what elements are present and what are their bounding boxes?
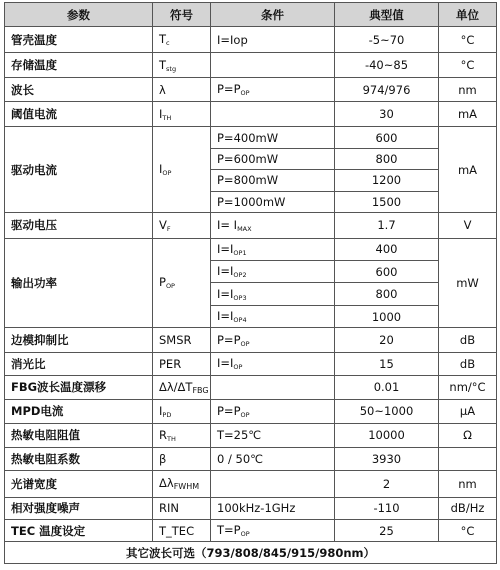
param-label: 光谱宽度 xyxy=(5,471,153,498)
header-unit: 单位 xyxy=(439,3,497,27)
value-cell: 2 xyxy=(335,471,439,498)
symbol-cell: $T_c$ xyxy=(153,27,211,53)
row-storage-temp xyxy=(5,52,497,78)
row-tec xyxy=(5,520,497,542)
row-case-temp xyxy=(5,27,497,53)
param-label: 波长 xyxy=(5,78,153,101)
value-cell: 3930 xyxy=(335,447,439,470)
value-cell: -110 xyxy=(335,497,439,519)
symbol-cell: $V_F$ xyxy=(153,213,211,239)
symbol-cell: $T_{stg}$ xyxy=(153,52,211,78)
row-fbg xyxy=(5,376,497,399)
row-wavelength xyxy=(5,78,497,101)
row-spectral-width xyxy=(5,471,497,498)
value-cell: 800 xyxy=(335,283,439,305)
condition-cell: $I=I_{OP4}$ xyxy=(211,305,335,327)
value-cell: 800 xyxy=(335,148,439,169)
condition-cell xyxy=(211,376,335,399)
condition-cell: $I=I_{OP3}$ xyxy=(211,283,335,305)
value-cell: -5~70 xyxy=(335,27,439,53)
symbol-cell: RIN xyxy=(153,497,211,519)
condition-cell xyxy=(211,471,335,498)
value-cell: 10000 xyxy=(335,424,439,447)
param-label: 驱动电压 xyxy=(5,213,153,239)
param-label: 边模抑制比 xyxy=(5,328,153,352)
condition-cell: P=800mW xyxy=(211,170,335,191)
symbol-cell: PER xyxy=(153,352,211,375)
row-rin xyxy=(5,497,497,519)
param-label: MPD电流 xyxy=(5,399,153,423)
symbol-cell: $I_{PD}$ xyxy=(153,399,211,423)
param-label: 管壳温度 xyxy=(5,27,153,53)
value-cell: 15 xyxy=(335,352,439,375)
header-typical: 典型值 xyxy=(335,3,439,27)
spec-table xyxy=(4,2,497,564)
row-drive-current xyxy=(5,127,497,148)
unit-cell: Ω xyxy=(439,424,497,447)
condition-cell: $P=P_{OP}$ xyxy=(211,78,335,101)
row-drive-voltage xyxy=(5,213,497,239)
symbol-cell: $\Delta\lambda/\Delta T_{FBG}$ xyxy=(153,376,211,399)
condition-cell: $I=I_{OP1}$ xyxy=(211,238,335,260)
symbol-cell: λ xyxy=(153,78,211,101)
row-thermistor-beta xyxy=(5,447,497,470)
symbol-cell: SMSR xyxy=(153,328,211,352)
condition-cell: 0 / 50℃ xyxy=(211,447,335,470)
value-cell: 1000 xyxy=(335,305,439,327)
param-label: 相对强度噪声 xyxy=(5,497,153,519)
unit-cell: °C xyxy=(439,520,497,542)
condition-cell: P=1000mW xyxy=(211,191,335,212)
param-label: 存储温度 xyxy=(5,52,153,78)
value-cell: 600 xyxy=(335,260,439,282)
header-symbol: 符号 xyxy=(153,3,211,27)
header-condition: 条件 xyxy=(211,3,335,27)
value-cell: 0.01 xyxy=(335,376,439,399)
value-cell: 600 xyxy=(335,127,439,148)
header-row xyxy=(5,3,497,27)
symbol-cell: $I_{TH}$ xyxy=(153,101,211,127)
unit-cell: nm xyxy=(439,471,497,498)
symbol-cell: $I_{OP}$ xyxy=(153,127,211,213)
unit-cell: nm/°C xyxy=(439,376,497,399)
condition-cell: $I=I_{OP}$ xyxy=(211,352,335,375)
condition-cell: $T=P_{OP}$ xyxy=(211,520,335,542)
unit-cell: dB/Hz xyxy=(439,497,497,519)
param-label: 输出功率 xyxy=(5,238,153,328)
footer-row xyxy=(5,542,497,564)
condition-cell: $P=P_{OP}$ xyxy=(211,399,335,423)
condition-cell: $I=I_{OP2}$ xyxy=(211,260,335,282)
unit-cell: nm xyxy=(439,78,497,101)
value-cell: 25 xyxy=(335,520,439,542)
condition-cell: T=25℃ xyxy=(211,424,335,447)
row-thermistor-resistance xyxy=(5,424,497,447)
condition-cell xyxy=(211,101,335,127)
value-cell: 1200 xyxy=(335,170,439,191)
value-cell: -40~85 xyxy=(335,52,439,78)
value-cell: 30 xyxy=(335,101,439,127)
param-label: FBG波长温度漂移 xyxy=(5,376,153,399)
condition-cell: P=400mW xyxy=(211,127,335,148)
value-cell: 1500 xyxy=(335,191,439,212)
param-label: 阈值电流 xyxy=(5,101,153,127)
value-cell: 400 xyxy=(335,238,439,260)
condition-cell: P=600mW xyxy=(211,148,335,169)
param-label: 热敏电阻系数 xyxy=(5,447,153,470)
symbol-cell: $\Delta\lambda_{FWHM}$ xyxy=(153,471,211,498)
condition-cell xyxy=(211,52,335,78)
unit-cell: dB xyxy=(439,352,497,375)
value-cell: 974/976 xyxy=(335,78,439,101)
unit-cell xyxy=(439,447,497,470)
condition-cell: $I= I_{MAX}$ xyxy=(211,213,335,239)
row-threshold xyxy=(5,101,497,127)
param-label: 驱动电流 xyxy=(5,127,153,213)
header-param: 参数 xyxy=(5,3,153,27)
condition-cell: $P=P_{OP}$ xyxy=(211,328,335,352)
value-cell: 50~1000 xyxy=(335,399,439,423)
unit-cell: μA xyxy=(439,399,497,423)
param-label: 热敏电阻阻值 xyxy=(5,424,153,447)
symbol-cell: β xyxy=(153,447,211,470)
unit-cell: mW xyxy=(439,238,497,328)
row-smsr xyxy=(5,328,497,352)
value-cell: 1.7 xyxy=(335,213,439,239)
unit-cell: V xyxy=(439,213,497,239)
row-mpd xyxy=(5,399,497,423)
param-label: TEC 温度设定 xyxy=(5,520,153,542)
symbol-cell: $R_{TH}$ xyxy=(153,424,211,447)
unit-cell: mA xyxy=(439,127,497,213)
footer-note: 其它波长可选（793/808/845/915/980nm） xyxy=(5,542,497,564)
condition-cell: 100kHz-1GHz xyxy=(211,497,335,519)
symbol-cell: $P_{OP}$ xyxy=(153,238,211,328)
unit-cell: dB xyxy=(439,328,497,352)
row-per xyxy=(5,352,497,375)
value-cell: 20 xyxy=(335,328,439,352)
param-label: 消光比 xyxy=(5,352,153,375)
unit-cell: °C xyxy=(439,52,497,78)
condition-cell: I=Iop xyxy=(211,27,335,53)
unit-cell: mA xyxy=(439,101,497,127)
unit-cell: °C xyxy=(439,27,497,53)
row-output-power xyxy=(5,238,497,260)
symbol-cell: T_TEC xyxy=(153,520,211,542)
